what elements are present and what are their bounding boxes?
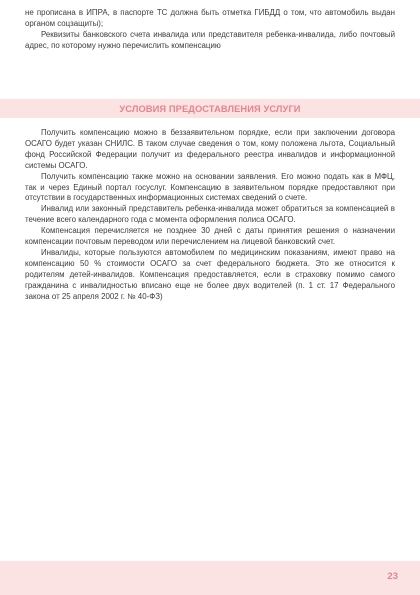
- body-paragraph: Компенсация перечисляется не позднее 30 дней с даты принятия решения о назначении компенсации почтовым переводом или перечислением на лицевой банковский счет.: [25, 226, 395, 247]
- top-text-block: [0, 8, 420, 52]
- page-number: 23: [387, 571, 398, 582]
- section-title: УСЛОВИЯ ПРЕДОСТАВЛЕНИЯ УСЛУГИ: [119, 103, 301, 114]
- body-paragraph: Получить компенсацию можно в беззаявительном порядке, если при заключении договора ОСАГО будет указан СНИЛС. В таком случае сведения о том, кому положена льгота, Социальный фонд Российской Федерации получит из федерального реестра инвалидов и информационной системы ОСАГО.: [25, 128, 395, 170]
- top-paragraph-1: не прописана в ИПРА, в паспорте ТС должна быть отметка ГИБДД о том, что автомобиль выдан органом соцзащиты);: [25, 8, 395, 28]
- body-paragraph: Инвалид или законный представитель ребенка-инвалида может обратиться за компенсацией в течение всего календарного года с момента оформления полиса ОСАГО.: [25, 204, 395, 225]
- body-paragraph: Инвалиды, которые пользуются автомобилем по медицинским показаниям, имеют право на компенсацию 50 % стоимости ОСАГО за счет федерального бюджета. Это же относится к родителям детей-инвалидов. Компенсация предоставляется, если в страховку помимо самого гражданина с инвалидностью вписано еще не более двух водителей (п. 1 ст. 17 Федерального закона от 25 апреля 2002 г. № 40-ФЗ): [25, 247, 395, 301]
- footer-band: [0, 561, 420, 595]
- section-header-band: [0, 99, 420, 118]
- body-paragraph: Получить компенсацию также можно на основании заявления. Его можно подать как в МФЦ, так и через Единый портал госуслуг. Компенсацию в заявительном порядке предоставляют при отсутствии в государственных информационных системах сведений о счете.: [25, 171, 395, 203]
- section-body: [0, 128, 420, 303]
- top-paragraph-2: Реквизиты банковского счета инвалида или представителя ребенка-инвалида, либо почтовый адрес, по которому нужно перечислить компенсацию: [25, 29, 395, 50]
